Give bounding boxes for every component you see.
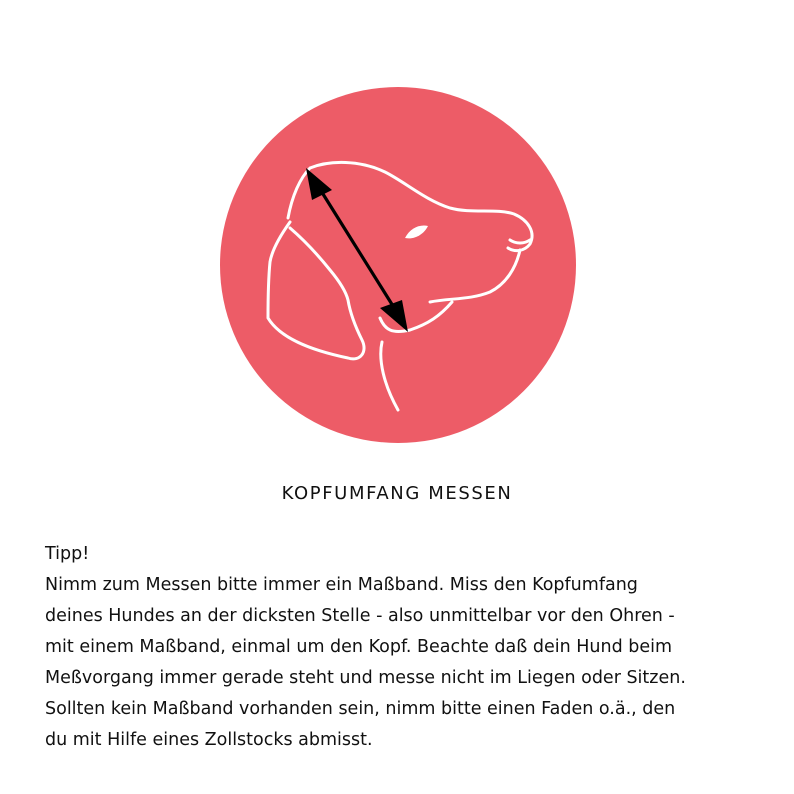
caption: KOPFUMFANG MESSEN — [281, 483, 513, 504]
tip-line: Sollten kein Maßband vorhanden sein, nimm bitte einen Faden o.ä., den — [45, 699, 676, 719]
tip-line: Meßvorgang immer gerade steht und messe nicht im Liegen oder Sitzen. — [45, 668, 686, 688]
tip-line: deines Hundes an der dicksten Stelle - also unmittelbar vor den Ohren - — [45, 606, 675, 626]
tip-text-block — [45, 539, 785, 756]
tip-line: mit einem Maßband, einmal um den Kopf. Beachte daß dein Hund beim — [45, 637, 673, 657]
pink-circle — [220, 87, 576, 443]
tip-heading: Tipp! — [45, 544, 90, 564]
tip-line: du mit Hilfe eines Zollstocks abmisst. — [45, 730, 373, 750]
tip-line: Nimm zum Messen bitte immer ein Maßband. Miss den Kopfumfang — [45, 575, 638, 595]
